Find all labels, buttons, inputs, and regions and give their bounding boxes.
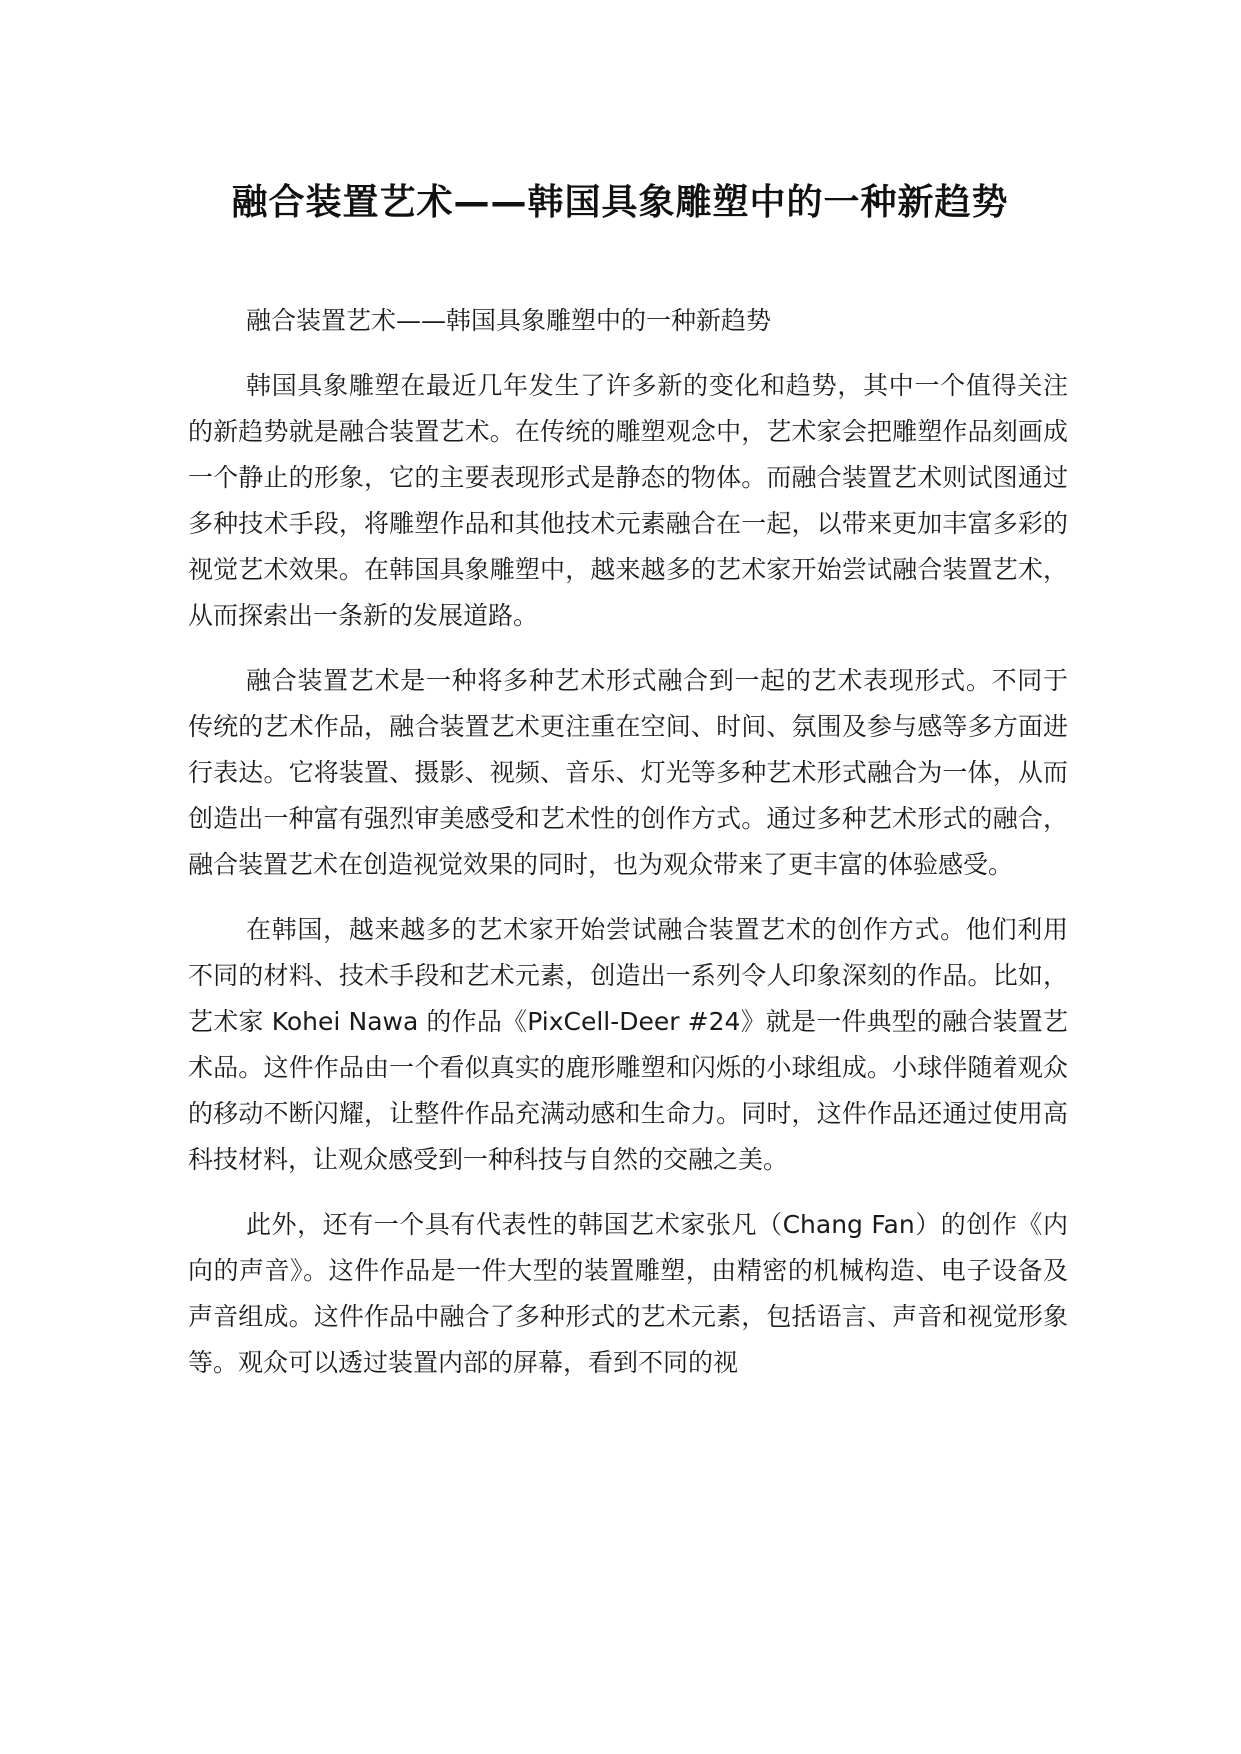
paragraph-intro: 韩国具象雕塑在最近几年发生了许多新的变化和趋势，其中一个值得关注的新趋势就是融合装置艺术。在传统的雕塑观念中，艺术家会把雕塑作品刻画成一个静止的形象，它的主要表现形式是静态的物体。而融合装置艺术则试图通过多种技术手段，将雕塑作品和其他技术元素融合在一起，以带来更加丰富多彩的视觉艺术效果。在韩国具象雕塑中，越来越多的艺术家开始尝试融合装置艺术，从而探索出一条新的发展道路。 [188, 371, 1068, 630]
paragraph-example-chang-fan: 此外，还有一个具有代表性的韩国艺术家张凡（Chang Fan）的创作《内向的声音》。这件作品是一件大型的装置雕塑，由精密的机械构造、电子设备及声音组成。这件作品中融合了多种形式的艺术元素，包括语言、声音和视觉形象等。观众可以透过装置内部的屏幕，看到不同的视 [188, 1210, 1068, 1377]
document-body [188, 298, 1068, 1405]
document-title: 融合装置艺术——韩国具象雕塑中的一种新趋势 [231, 182, 1009, 223]
paragraph-definition: 融合装置艺术是一种将多种艺术形式融合到一起的艺术表现形式。不同于传统的艺术作品，融合装置艺术更注重在空间、时间、氛围及参与感等多方面进行表达。它将装置、摄影、视频、音乐、灯光等多种艺术形式融合为一体，从而创造出一种富有强烈审美感受和艺术性的创作方式。通过多种艺术形式的融合，融合装置艺术在创造视觉效果的同时，也为观众带来了更丰富的体验感受。 [188, 666, 1068, 879]
paragraph-example-kohei-nawa: 在韩国，越来越多的艺术家开始尝试融合装置艺术的创作方式。他们利用不同的材料、技术手段和艺术元素，创造出一系列令人印象深刻的作品。比如，艺术家 Kohei Nawa 的作品《PixCell-Deer #24》就是一件典型的融合装置艺术品。这件作品由一个看似真实的鹿形雕塑和闪烁的小球组成。小球伴随着观众的移动不断闪耀，让整件作品充满动感和生命力。同时，这件作品还通过使用高科技材料，让观众感受到一种科技与自然的交融之美。 [188, 915, 1068, 1174]
paragraph-subtitle: 融合装置艺术——韩国具象雕塑中的一种新趋势 [246, 306, 772, 335]
